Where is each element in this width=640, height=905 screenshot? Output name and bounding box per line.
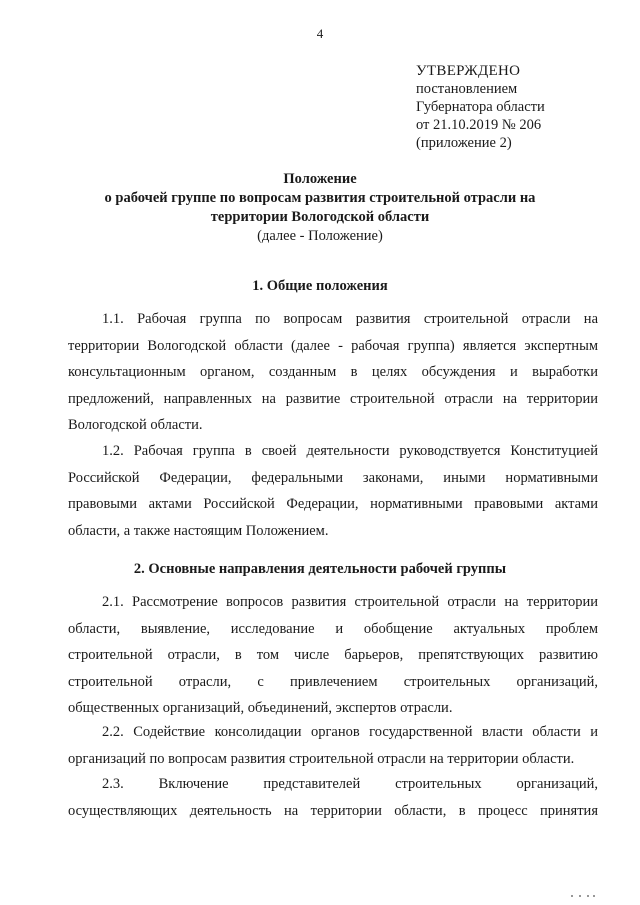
scan-specks — [569, 893, 599, 899]
paragraph-2-1 — [68, 589, 598, 722]
approval-line: (приложение 2) — [416, 135, 512, 151]
section-heading: 1. Общие положения — [252, 278, 388, 294]
text-line: строительной отрасли, в том числе барьеров, препятствующих развитию — [68, 647, 598, 663]
text-line: 1.2. Рабочая группа в своей деятельности руководствуется Конституцией — [102, 443, 598, 459]
text-line: территории Вологодской области (далее - рабочая группа) является экспертным — [68, 337, 598, 354]
approval-line: от 21.10.2019 № 206 — [416, 117, 542, 133]
paragraph-1-2 — [68, 438, 598, 544]
text-line: 2.1. Рассмотрение вопросов развития строительной отрасли на территории — [102, 594, 598, 610]
paragraph-2-3 — [68, 771, 598, 824]
title-heading: Положение — [283, 171, 357, 187]
text-line: 2.2. Содействие консолидации органов государственной власти области и — [102, 724, 598, 740]
text-line: консультационным органом, созданным в целях обсуждения и выработки — [68, 364, 598, 380]
text-line: Вологодской области. — [68, 417, 203, 433]
text-line: 2.3. Включение представителей строительных организаций, — [102, 776, 598, 792]
text-line: области, а также настоящим Положением. — [68, 522, 329, 539]
title-subtitle: (далее - Положение) — [257, 228, 383, 244]
document-title — [0, 170, 640, 246]
text-line: области, выявление, исследование и обобщение актуальных проблем — [68, 620, 598, 637]
text-line: осуществляющих деятельность на территории области, в процесс принятия — [68, 802, 598, 819]
text-line: 1.1. Рабочая группа по вопросам развития строительной отрасли на — [102, 311, 598, 327]
approval-stamp — [416, 62, 626, 152]
title-line: о рабочей группе по вопросам развития строительной отрасли на — [104, 190, 536, 206]
approval-line: Губернатора области — [416, 99, 545, 115]
text-line: организаций по вопросам развития строительной отрасли на территории области. — [68, 750, 575, 767]
paragraph-2-2 — [68, 719, 598, 772]
text-line: правовыми актами Российской Федерации, нормативными правовыми актами — [68, 496, 598, 512]
title-line: территории Вологодской области — [210, 209, 430, 225]
paragraph-1-1 — [68, 306, 598, 439]
page-number: 4 — [316, 26, 324, 41]
text-line: Российской Федерации, федеральными законами, иными нормативными — [68, 469, 598, 486]
approval-approved: УТВЕРЖДЕНО — [416, 63, 521, 79]
approval-line: постановлением — [416, 81, 518, 97]
text-line: общественных организаций, объединений, экспертов отрасли. — [68, 700, 453, 716]
text-line: предложений, направленных на развитие строительной отрасли на территории — [68, 390, 598, 407]
section-heading: 2. Основные направления деятельности рабочей группы — [133, 561, 507, 577]
text-line: строительной отрасли, с привлечением строительных организаций, — [68, 673, 598, 690]
